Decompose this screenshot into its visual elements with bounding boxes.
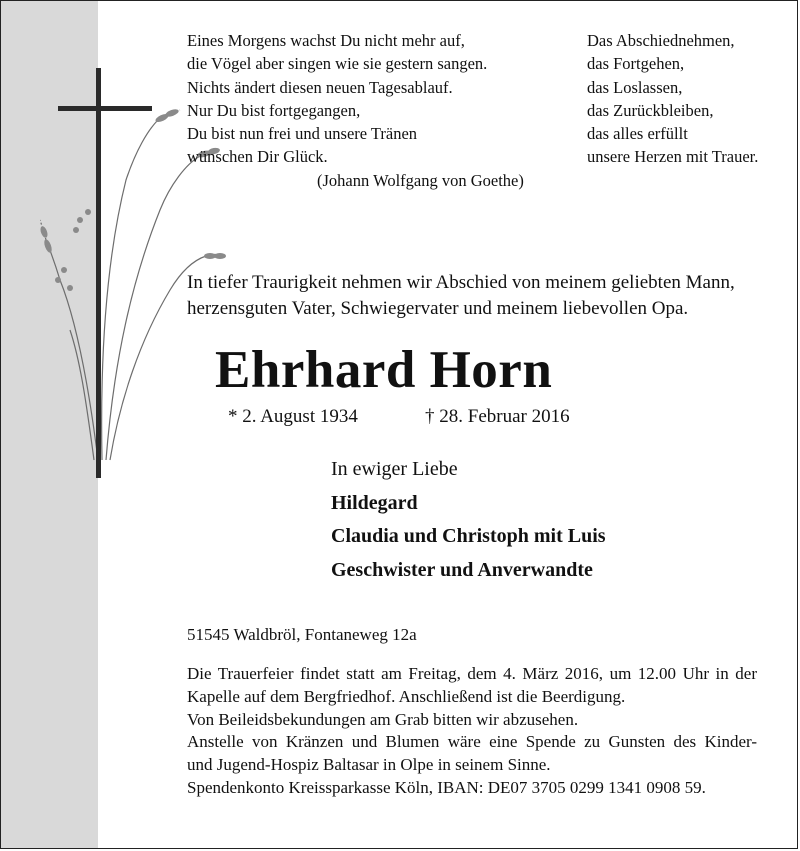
funeral-notes <box>187 663 757 800</box>
mourner-name: Hildegard <box>331 491 418 514</box>
note-line: Spendenkonto Kreissparkasse Köln, IBAN: DE07 3705 0299 1341 0908 59. <box>187 777 706 797</box>
birth-date: * 2. August 1934 <box>228 406 358 427</box>
poem-line: das Zurückbleiben, <box>587 100 714 120</box>
poem-left <box>187 29 524 192</box>
poem-line: das Fortgehen, <box>587 54 685 74</box>
intro-line: herzensguten Vater, Schwiegervater und meinem liebevollen Opa. <box>187 298 689 319</box>
note-line: Die Trauerfeier findet statt am Freitag, dem 4. März 2016, um 12.00 Uhr in der <box>187 664 757 683</box>
deceased-name: Ehrhard Horn <box>215 341 553 399</box>
death-date: † 28. Februar 2016 <box>425 406 570 427</box>
poem-right <box>587 29 758 169</box>
mourners-lead: In ewiger Liebe <box>331 458 458 480</box>
poem-attribution: (Johann Wolfgang von Goethe) <box>317 170 524 190</box>
mourners-block <box>331 453 606 587</box>
poem-line: wünschen Dir Glück. <box>187 147 328 167</box>
poem-line: das Loslassen, <box>587 77 683 97</box>
note-line: und Jugend-Hospiz Baltasar in Olpe in seinem Sinne. <box>187 755 551 775</box>
poem-line: das alles erfüllt <box>587 124 688 144</box>
mourner-name: Geschwister und Anverwandte <box>331 558 593 581</box>
address: 51545 Waldbröl, Fontaneweg 12a <box>187 625 417 644</box>
note-line: Anstelle von Kränzen und Blumen wäre eine Spende zu Gunsten des Kinder- <box>187 732 757 752</box>
intro-line: In tiefer Traurigkeit nehmen wir Abschied von meinem geliebten Mann, <box>187 272 735 293</box>
poem-line: Nur Du bist fortgegangen, <box>187 100 361 120</box>
note-line: Kapelle auf dem Bergfriedhof. Anschließend ist die Beerdigung. <box>187 686 626 706</box>
intro-text <box>187 270 735 322</box>
poem-line: Du bist nun frei und unsere Tränen <box>187 124 418 144</box>
mourner-name: Claudia und Christoph mit Luis <box>331 525 606 547</box>
poem-line: Das Abschiednehmen, <box>587 31 735 50</box>
note-line: Von Beileidsbekundungen am Grab bitten wir abzusehen. <box>187 709 579 729</box>
poem-line: die Vögel aber singen wie sie gestern sangen. <box>187 54 488 74</box>
poem-line: Nichts ändert diesen neuen Tagesablauf. <box>187 77 453 97</box>
poem-line: Eines Morgens wachst Du nicht mehr auf, <box>187 31 465 50</box>
poem-line: unsere Herzen mit Trauer. <box>587 147 759 167</box>
